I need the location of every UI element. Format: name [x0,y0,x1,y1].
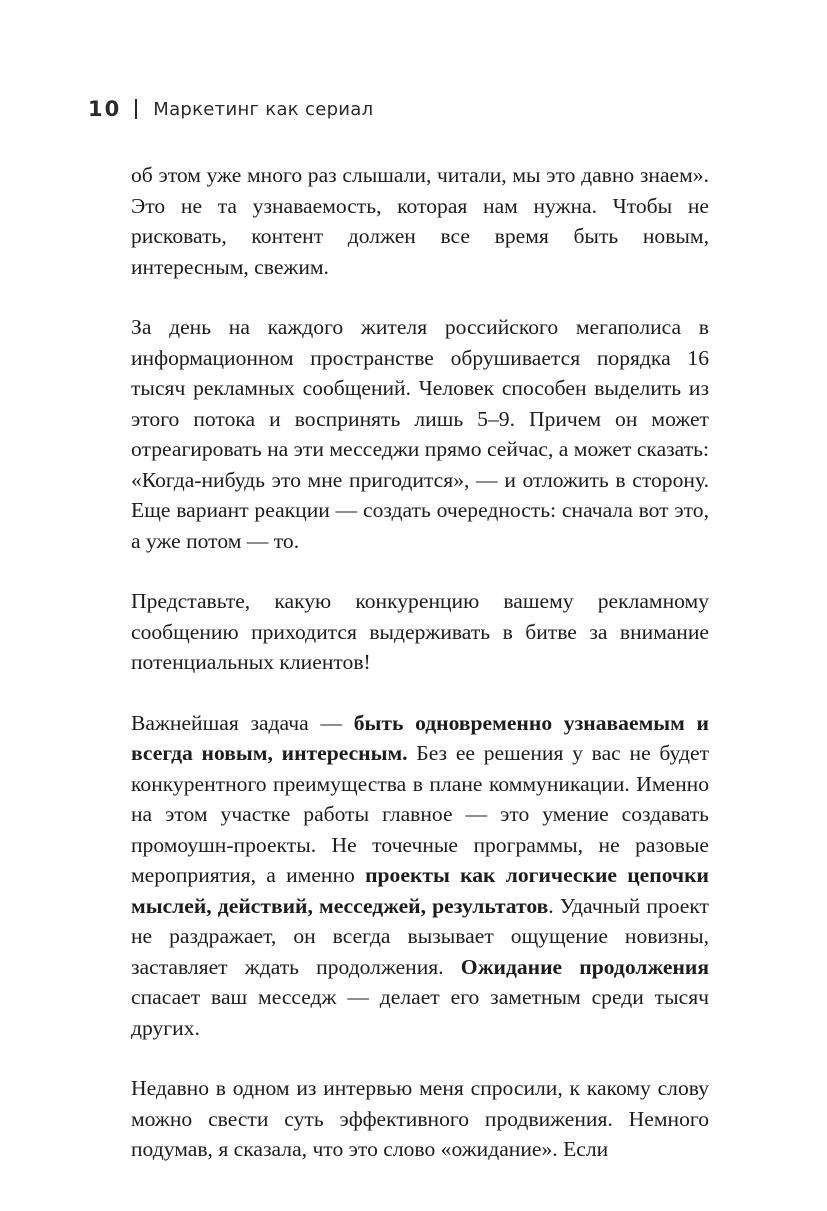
paragraph-1 [131,160,709,282]
paragraph-4-emphasis-2: проекты как логические цепочки мыслей, действий, месседжей, результатов [131,863,709,918]
paragraph-3-text: Представьте, какую конкуренцию вашему рекламному сообщению приходится выдерживать в битве за внимание потенциальных клиентов! [131,589,709,674]
paragraph-1-text: об этом уже много раз слышали, читали, мы это давно знаем». Это не та узнаваемость, которая нам нужна. Чтобы не рисковать, контент должен все время быть новым, интересным, свежим. [131,163,709,279]
paragraph-4-emphasis-3: Ожидание продолжения [460,954,710,979]
paragraph-4-text-2: Без ее решения у вас не будет конкурентного преимущества в плане коммуникации. Именно на этом участке работы главное — это умение создавать промоушн-проекты. Не точечные программы, не разовые мероприятия, а именно [131,741,710,887]
paragraph-2-text: За день на каждого жителя российского мегаполиса в информационном пространстве обрушивается порядка 16 тысяч рекламных сообщений. Человек способен выделить из этого потока и воспринять лишь 5–9. Причем он может отреагировать на эти месседжи прямо сейчас, а может сказать: «Когда-нибудь это мне пригодится», — и отложить в сторону. Еще вариант реакции — создать очередность: сначала вот это, а уже потом — то. [131,315,709,553]
running-title: Маркетинг как сериал [153,98,374,120]
paragraph-2 [131,312,709,556]
running-header [88,96,373,122]
page-number: 10 [88,97,122,121]
paragraph-4-text-1: Важнейшая задача — [131,710,354,735]
header-divider [135,99,137,119]
paragraph-4 [131,708,709,1044]
paragraph-4-text-4: спасает ваш месседж — делает его заметным среди тысяч других. [131,985,709,1040]
paragraph-4-text-3: . Удачный проект не раздражает, он всегда вызывает ощущение новизны, заставляет ждать продолжения. [131,893,709,979]
page-body [131,160,709,1165]
paragraph-5 [131,1073,709,1165]
paragraph-3 [131,586,709,678]
paragraph-4-emphasis-1: быть одновременно узнаваемым и всегда новым, интересным. [131,710,709,765]
paragraph-5-text: Недавно в одном из интервью меня спросили, к какому слову можно свести суть эффективного продвижения. Немного подумав, я сказала, что это слово «ожидание». Если [131,1076,709,1161]
